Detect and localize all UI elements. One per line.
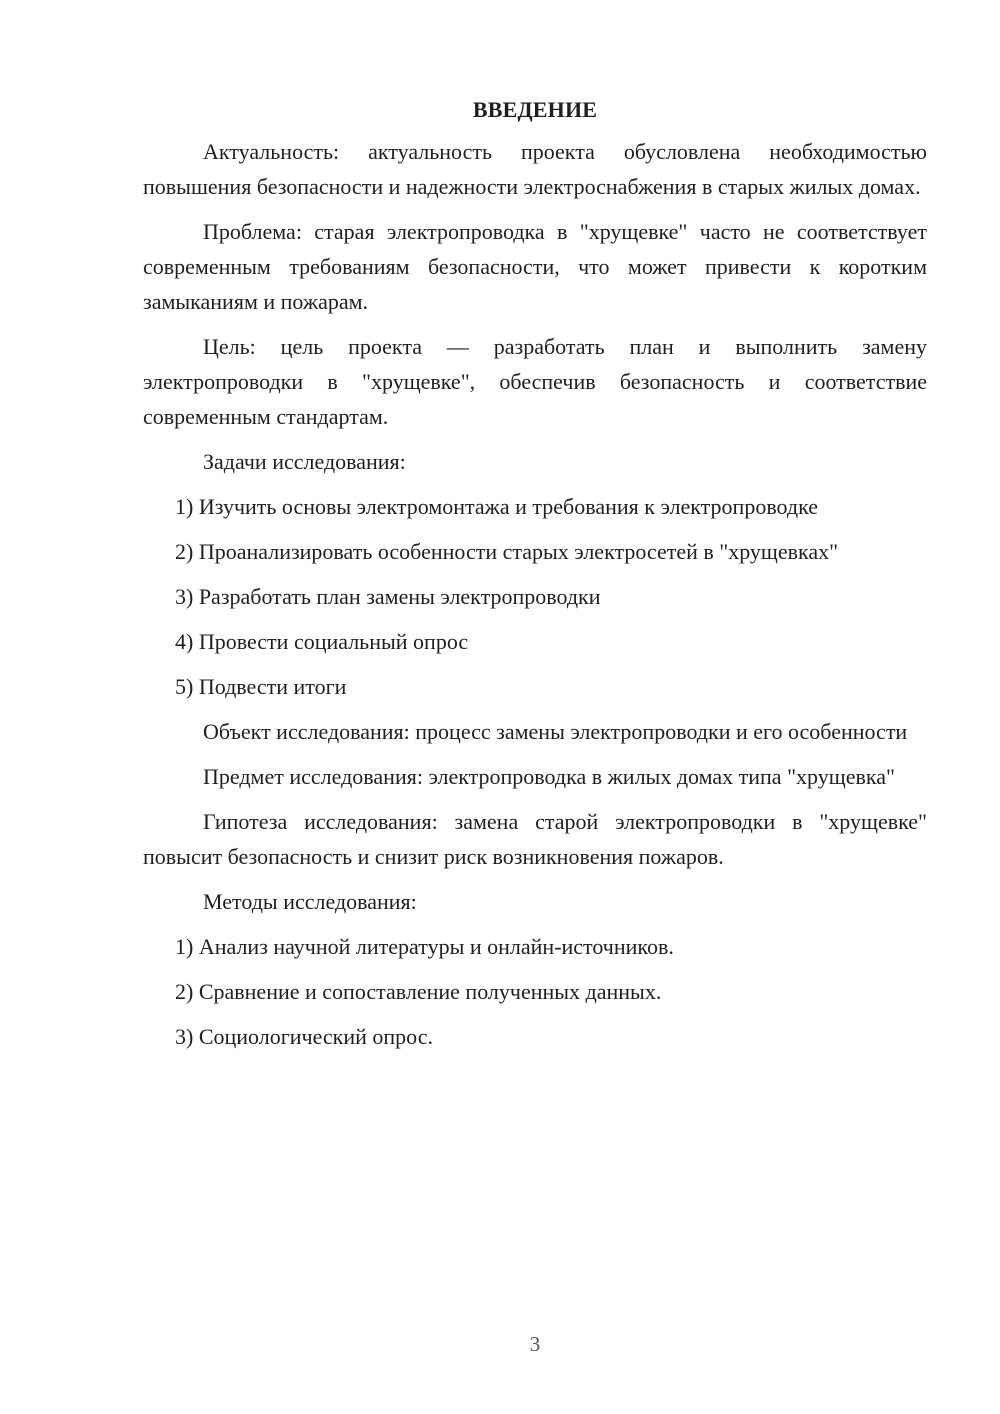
list-item: 5) Подвести итоги xyxy=(175,674,347,699)
tasks-label: Задачи исследования: xyxy=(203,449,406,474)
list-item: 3) Социологический опрос. xyxy=(175,1024,433,1049)
list-item: 2) Сравнение и сопоставление полученных данных. xyxy=(175,979,662,1004)
hypothesis-paragraph: Гипотеза исследования: замена старой электропроводки в "хрущевке" повысит безопасность и снизит риск возникновения пожаров. xyxy=(143,809,927,869)
methods-label: Методы исследования: xyxy=(203,889,417,914)
problem-paragraph: Проблема: старая электропроводка в "хрущевке" часто не соответствует современным требованиям безопасности, что может привести к коротким замыканиям и пожарам. xyxy=(143,219,927,314)
goal-paragraph: Цель: цель проекта — разработать план и выполнить замену электропроводки в "хрущевке", обеспечив безопасность и соответствие современным стандартам. xyxy=(143,334,927,429)
subject-paragraph: Предмет исследования: электропроводка в жилых домах типа "хрущевка" xyxy=(203,764,895,789)
list-item: 2) Проанализировать особенности старых электросетей в "хрущевках" xyxy=(175,539,839,564)
tasks-list xyxy=(143,489,927,704)
section-title: ВВЕДЕНИЕ xyxy=(472,97,598,122)
relevance-paragraph: Актуальность: актуальность проекта обусловлена необходимостью повышения безопасности и надежности электроснабжения в старых жилых домах. xyxy=(143,139,927,199)
list-item: 1) Анализ научной литературы и онлайн-источников. xyxy=(175,934,674,959)
list-item: 4) Провести социальный опрос xyxy=(175,629,469,654)
list-item: 1) Изучить основы электромонтажа и требования к электропроводке xyxy=(175,494,819,519)
document-body xyxy=(143,88,927,1064)
list-item: 3) Разработать план замены электропроводки xyxy=(175,584,601,609)
object-paragraph: Объект исследования: процесс замены электропроводки и его особенности xyxy=(203,719,908,744)
methods-list xyxy=(143,929,927,1054)
page-number: 3 xyxy=(529,1332,541,1356)
